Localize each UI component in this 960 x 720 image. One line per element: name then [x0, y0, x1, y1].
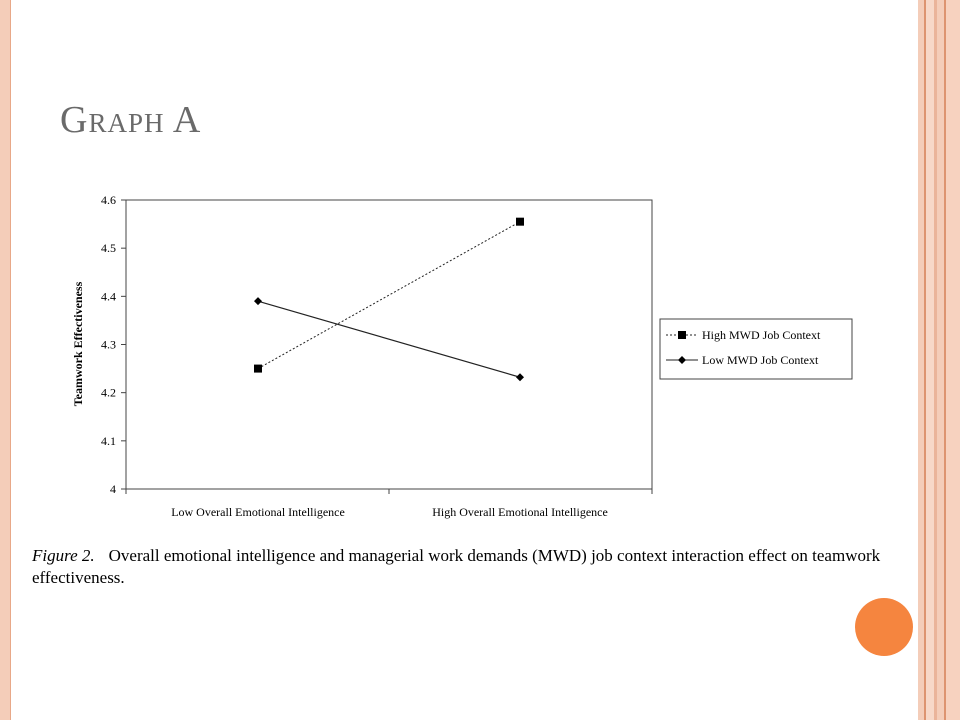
y-tick-label: 4.3	[101, 337, 116, 352]
figure-label: Figure 2.	[32, 546, 95, 565]
y-tick-label: 4.1	[101, 433, 116, 448]
x-axis	[126, 489, 652, 519]
y-tick-label: 4.5	[101, 241, 116, 256]
x-tick-label: Low Overall Emotional Intelligence	[171, 505, 345, 519]
y-axis	[101, 193, 126, 496]
y-tick-label: 4.2	[101, 385, 116, 400]
caption-text: Overall emotional intelligence and managerial work demands (MWD) job context interaction effect on teamwork effectiveness.	[32, 546, 881, 587]
data-point-low-mwd-job-context	[254, 297, 262, 305]
legend-label-high-mwd-job-context: High MWD Job Context	[702, 328, 821, 342]
decorative-circle	[855, 598, 913, 656]
series-layer	[254, 218, 524, 382]
data-point-low-mwd-job-context	[516, 373, 524, 381]
y-axis-label: Teamwork Effectiveness	[71, 281, 85, 407]
series-line-low-mwd-job-context	[258, 301, 520, 377]
data-point-high-mwd-job-context	[254, 365, 262, 373]
legend-label-low-mwd-job-context: Low MWD Job Context	[702, 353, 819, 367]
x-tick-label: High Overall Emotional Intelligence	[432, 505, 608, 519]
y-tick-label: 4.4	[101, 289, 116, 304]
slide-title: Graph A	[60, 99, 202, 141]
legend-marker-high-mwd-job-context	[678, 331, 686, 339]
y-tick-label: 4.6	[101, 193, 116, 207]
plot-area-border	[126, 200, 652, 489]
data-point-high-mwd-job-context	[516, 218, 524, 226]
series-line-high-mwd-job-context	[258, 222, 520, 369]
y-tick-label: 4	[110, 482, 116, 496]
figure-caption	[32, 545, 912, 589]
legend	[660, 319, 852, 379]
